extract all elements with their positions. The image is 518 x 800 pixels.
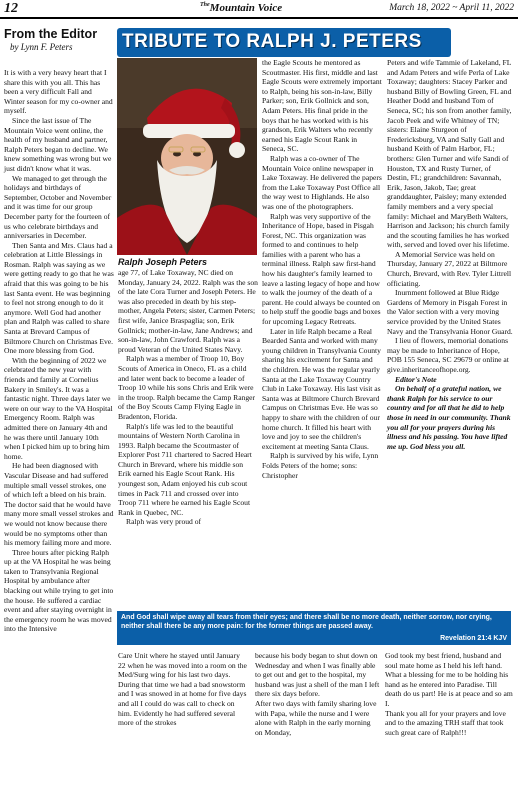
tribute-paragraph: I lieu of flowers, memorial donations may be made to Inheritance of Hope, POB 155 Seneca, SC 29679 or online at give.inheritanceofhope.org. bbox=[387, 336, 509, 374]
scripture-box bbox=[117, 611, 511, 645]
continued-column-2: because his body began to shut down on Wednesday and when I was finally able to get out and get to the hospital, my husband was just a shell of the man I left there six days before. After two days with family sharing love with Papa, while the nurse and I were alone with Ralph in the early morning on Monday, bbox=[255, 651, 380, 737]
scripture-text: And God shall wipe away all tears from their eyes; and there shall be no more death, neither sorrow, nor crying, neither shall there be any more pain: for the former things are passed away. bbox=[121, 614, 492, 630]
tribute-paragraph: age 77, of Lake Toxaway, NC died on Monday, January 24, 2022. Ralph was the son of the late Cora Turner and Joseph Peters. He was also preceded in death by his step-mother, Angela Peters; sister, Carmen Peters; first wife, Janice Braspaglia; son, Erik Gollnick; mother-in-law, Jane Andrews; and son-in-law, John Crawford. Ralph was a proud Veteran of the United States Navy. bbox=[118, 268, 258, 354]
issue-date-range: March 18, 2022 ~ April 11, 2022 bbox=[389, 3, 514, 13]
tribute-paragraph: Ralph was very proud of bbox=[126, 517, 202, 527]
editor-paragraph: Three hours after picking Ralph up at the VA Hospital he was being taken to Transylvania Regional Hospital by ambulance after blacking out while trying to get into the house. He suffered a cardiac event and after staying overnight in the emergency room he was moved into the Intensive bbox=[4, 547, 114, 634]
tribute-paragraph: Ralph was a member of Troop 10, Boy Scouts of America in Oneco, FL as a child and later went back to become a leader of Troop 10 while his sons Chris and Erik were in the troop. Ralph became the Camp Ranger of the Boy Scouts Camp Flying Eagle in Bradenton, Florida. bbox=[118, 354, 256, 421]
masthead-prefix: The bbox=[200, 2, 210, 8]
tribute-paragraph: Ralph's life was led to the beautiful mountains of Western North Carolina in 1993. Ralph became the Scoutmaster of Explorer Post 711 chartered to Sacred Heart Church in Brevard, where his middle son Erik earned his Eagle Scout Rank. His youngest son, Adam enjoyed his cub scout times in Pack 711 and crossed over into Troop 711 where he earned his Eagle Scout Rank in Quebec, NC. bbox=[118, 421, 252, 517]
tribute-paragraph: Inurnment followed at Blue Ridge Gardens of Memory in Pisgah Forest in the Valor section with a very moving service provided by the United States Navy and the Transylvania Honor Guard. bbox=[387, 288, 513, 336]
editor-paragraph: We managed to get through the holidays and birthdays of September, October and November and it was time for our group December party for the fourteen of us who celebrate birthdays and anniversaries in December. bbox=[4, 173, 112, 241]
editor-paragraph: It is with a very heavy heart that I share this with you all. This has been a very difficult Fall and Winter season for my co-owner and myself. bbox=[4, 68, 113, 116]
editor-column-body bbox=[4, 68, 114, 634]
continued-column-1: Care Unit where he stayed until January 22 when he was moved into a room on the Med/Surg wing for his last two days. During that time we had a bad snowstorm and I was snowed in at home for five days and all I could do was call to check on him. Evidently he had suffered several more of the strokes bbox=[118, 651, 247, 728]
editor-paragraph: He had been diagnosed with Vascular Disease and had suffered multiple small vessel strokes, one of which left a bleed on his brain. The doctor said that he would have many more small vessel strokes and we would not know because there would be no symptoms other than his memory failing more and more. bbox=[4, 461, 114, 548]
tribute-paragraph: Ralph is survived by his wife, Lynn Folds Peters of the home; sons: Christopher bbox=[262, 451, 379, 480]
tribute-column-2 bbox=[262, 58, 382, 480]
tribute-banner-title: TRIBUTE TO RALPH J. PETERS bbox=[122, 31, 422, 52]
continued-column-3: God took my best friend, husband and soul mate home as I held his left hand. What a blessing for me to be holding his hand as he entered into Paradise. Till death do us part! He is at peace and so am I. Thank you all for your prayers and love and to the amazing TRH staff that took such great care of Ralph!!! bbox=[385, 651, 513, 737]
header-rule bbox=[0, 17, 518, 19]
editor-column-title: From the Editor bbox=[4, 27, 98, 41]
masthead bbox=[200, 2, 282, 14]
santa-portrait-image bbox=[117, 58, 257, 255]
editor-paragraph: With the beginning of 2022 we celebrated the new year with friends and family at Cornelius Bakery in Smiley's. It was a fantastic night. Three days later we were on our way to the VA Hospital Emergency Room. Ralph was admitted there on January 4th and he was there until January 10th when I picked him up to bring him home. bbox=[4, 355, 113, 461]
tribute-paragraph: Ralph was very supportive of the Inheritance of Hope, based in Pisgah Forest, NC. This organization was formed to and continues to help families with a parent who has a terminal illness. Ralph saw first-hand how his daughter's family learned to leave a lasting legacy of hope and how to walk the journey of the death of a parent. He could always be counted on to help stuff the goodie bags and boxes for upcoming Legacy Retreats. bbox=[262, 211, 381, 327]
page-header bbox=[0, 0, 518, 16]
editors-note-heading: Editor's Note bbox=[395, 374, 437, 384]
editors-note: On behalf of a grateful nation, we thank Ralph for his service to our country and for all that he did to help those in need in our community. Thank you all for your prayers during his illness and his passing. You have lifted me up. God bless you all. bbox=[387, 384, 511, 451]
tribute-column-1 bbox=[118, 268, 258, 527]
page-number: 12 bbox=[4, 1, 18, 16]
masthead-title: Mountain Voice bbox=[209, 2, 283, 14]
tribute-paragraph: Ralph was a co-owner of The Mountain Voice online newspaper in Lake Toxaway. He delivered the papers from the Lake Toxaway Post Office all the way west to Highlands. He also was one of the photographers. bbox=[262, 153, 382, 211]
tribute-paragraph: A Memorial Service was held on Thursday, January 27, 2022 at Biltmore Church, Brevard, with Rev. Tyler Littrell officiating. bbox=[387, 249, 512, 288]
scripture-reference: Revelation 21:4 KJV bbox=[440, 635, 507, 642]
editor-paragraph: Since the last issue of The Mountain Voice went online, the health of my husband and partner, Ralph Peters began to decline. We knew something was wrong but we just didn't know what it was. bbox=[4, 115, 112, 173]
tribute-paragraph: the Eagle Scouts he mentored as Scoutmaster. His first, middle and last Eagle Scouts were extremely important to Ralph, being his son-in-law, Billy Parker; son, Erik Gollnick and son, Adam Peters. His final pride in the boys that he has worked with is his grandson, Erik Walters who recently earned his Eagle Scout Rank in Seneca, SC. bbox=[262, 58, 382, 154]
tribute-paragraph: Later in life Ralph became a Real Bearded Santa and worked with many young children in Transylvania County sharing his excitement for Santa and the children. He was the regular yearly Santa at the Lake Toxaway Country Club in Lake Toxaway. His last visit as Santa was at Biltmore Church Brevard Campus on Christmas Eve. He was so happy to share with the children of our home church. It filled his heart with love and joy to see the children's excitement at meeting Santa Claus. bbox=[262, 326, 381, 451]
tribute-column-3 bbox=[387, 58, 514, 451]
photo-caption: Ralph Joseph Peters bbox=[118, 257, 208, 267]
tribute-paragraph: Peters and wife Tammie of Lakeland, FL and Adam Peters and wife Perla of Lake Toxaway; daughters: Stacey Parker and husband Billy of Bowling Green, FL and Heather Dodd and husband Tom of Seneca, SC; his son from another family, Jacob Peek and wife Whitney of TN; sisters: Elaine Sturgeon of Fredericksburg, VA and Sally Gall and husband Keith of Palm Harbor, FL; brothers: Glen Turner and wife Sandi of Houston, TX and Rusty Turner, of Destin, FL; grandchildren: Savannah, Erik, Jason, Jakob, Tae; great granddaughter, Paisley; many extended family members and a very special family: Michael and MaryBeth Walters, Harrison and Jackson; his church family and the scouting families he has worked with, served and loved over his lifetime. bbox=[387, 58, 512, 250]
santa-photo bbox=[117, 58, 257, 255]
editor-paragraph: Then Santa and Mrs. Claus had a celebration at Little Blessings in Rosman. Ralph was saying as we were getting ready to go that he was afraid that this was going to be his last Santa event. He was beginning to feel not strong enough to do it anymore. Well God had another plan and Ralph was called to share Santa at Brevard Campus of Biltmore Church on Christmas Eve. One more blessing from God. bbox=[4, 240, 114, 356]
editor-byline: by Lynn F. Peters bbox=[10, 42, 73, 52]
